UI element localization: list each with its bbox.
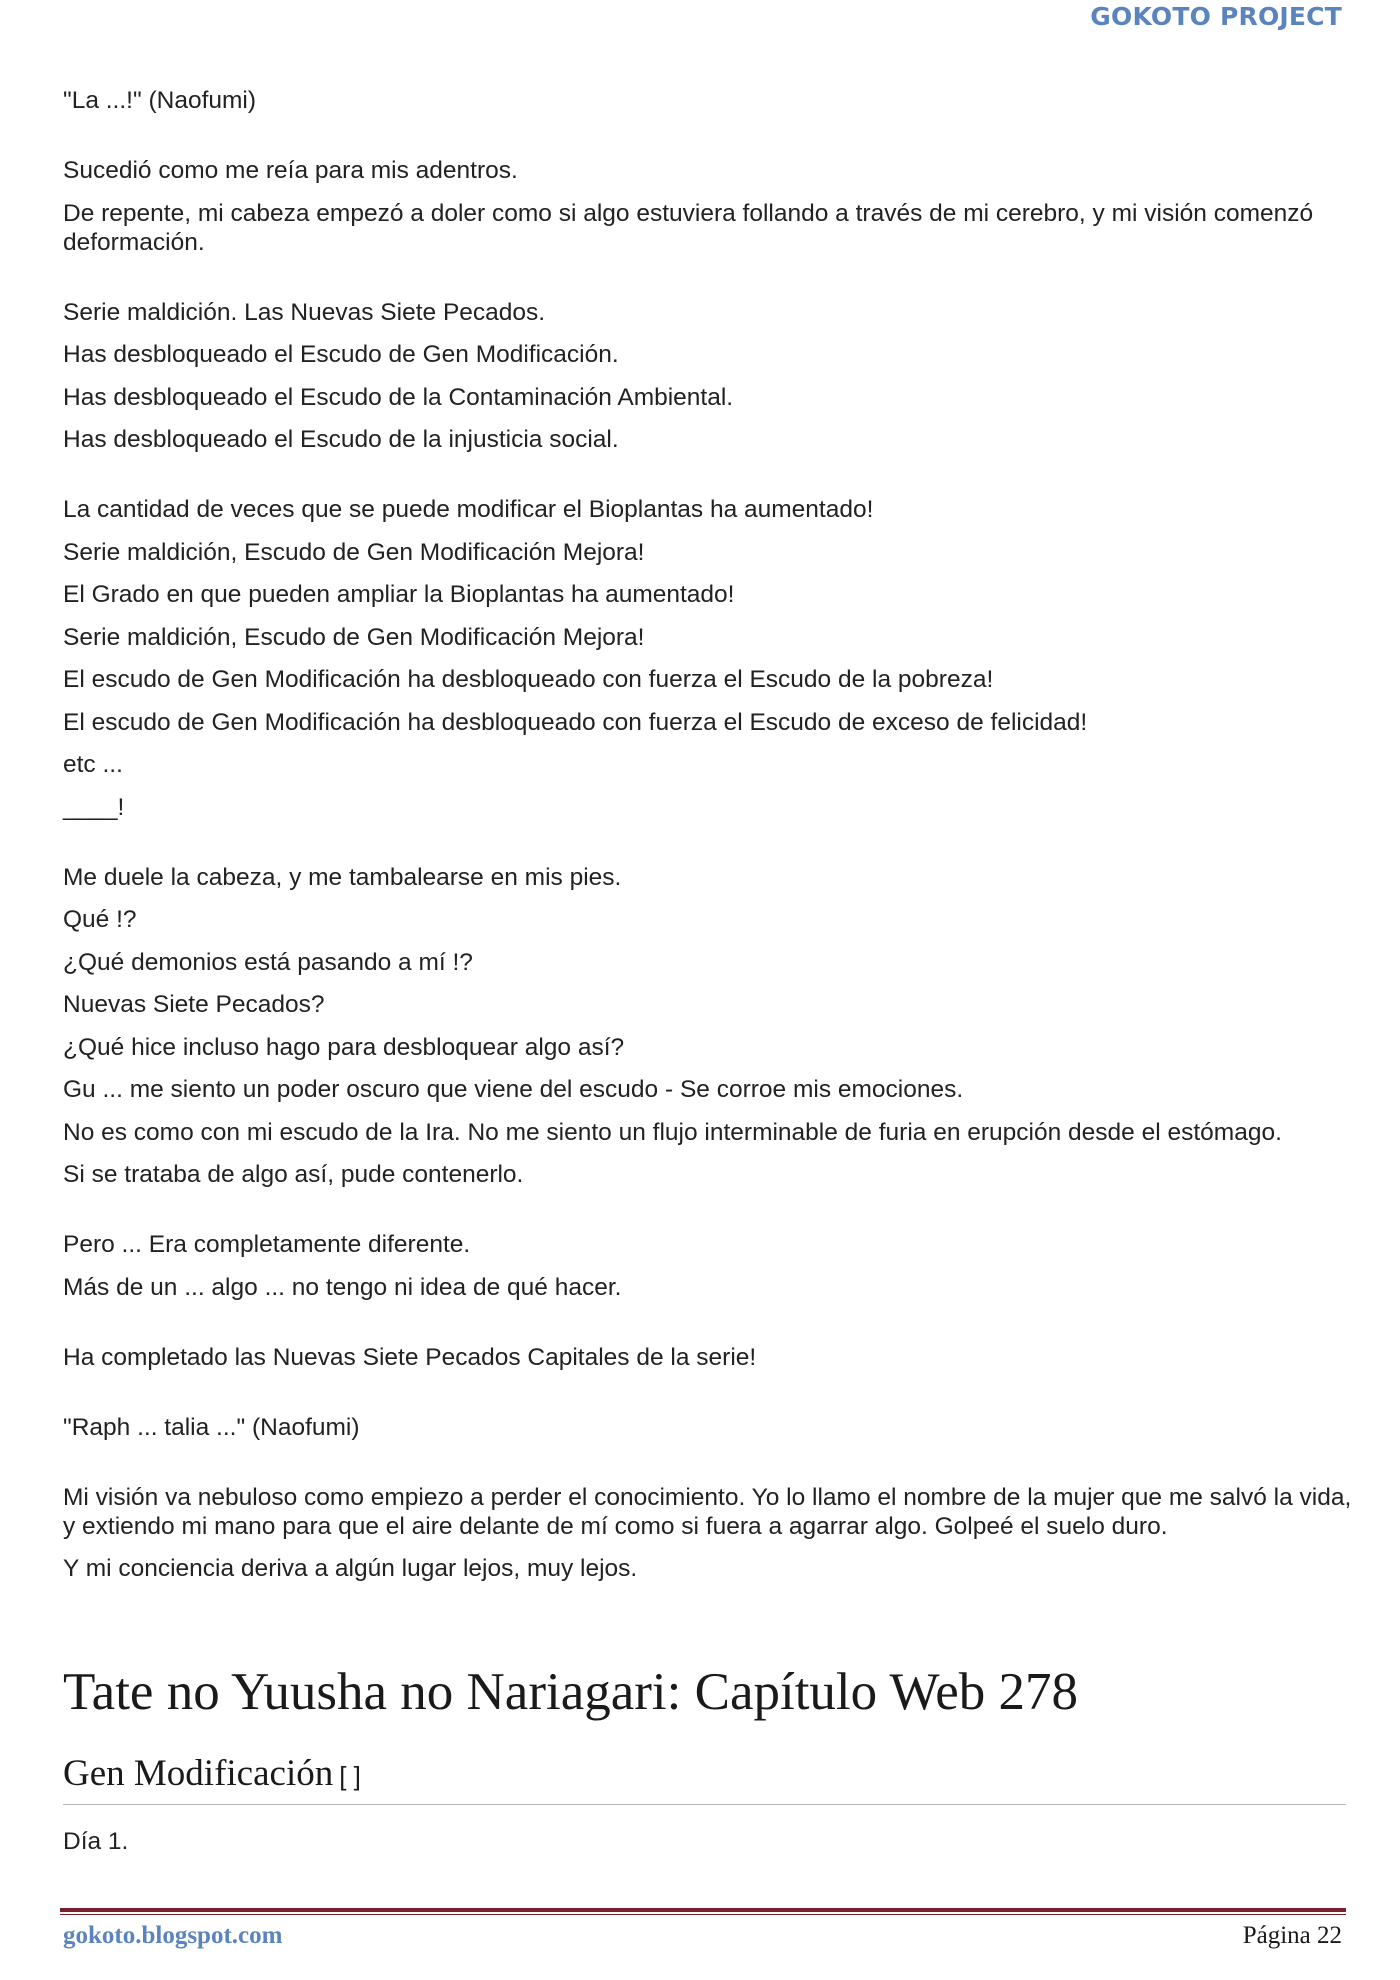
paragraph: Has desbloqueado el Escudo de la Contaminación Ambiental. bbox=[63, 383, 734, 411]
paragraph: Sucedió como me reía para mis adentros. bbox=[63, 157, 518, 184]
footer-page-number: Página 22 bbox=[1242, 1922, 1342, 1949]
chapter-subtitle-text: Gen Modificación bbox=[63, 1753, 334, 1794]
footer-divider-thin bbox=[60, 1914, 1346, 1915]
paragraph: La cantidad de veces que se puede modificar el Bioplantas ha aumentado! bbox=[63, 496, 874, 523]
paragraph: Has desbloqueado el Escudo de Gen Modificación. bbox=[63, 341, 619, 368]
paragraph: No es como con mi escudo de la Ira. No me siento un flujo interminable de furia en erupción desde el estómago. bbox=[63, 1118, 1282, 1146]
chapter-first-line: Día 1. bbox=[63, 1828, 129, 1855]
chapter-title: Tate no Yuusha no Nariagari: Capítulo Web 278 bbox=[63, 1663, 1078, 1721]
paragraph: Si se trataba de algo así, pude contenerlo. bbox=[63, 1161, 524, 1188]
paragraph: "La ...!" (Naofumi) bbox=[63, 87, 257, 114]
paragraph: El escudo de Gen Modificación ha desbloqueado con fuerza el Escudo de la pobreza! bbox=[63, 666, 994, 693]
paragraph: Serie maldición. Las Nuevas Siete Pecados. bbox=[63, 298, 546, 326]
paragraph: El escudo de Gen Modificación ha desbloqueado con fuerza el Escudo de exceso de felicidad! bbox=[63, 708, 1088, 736]
paragraph: Qué !? bbox=[63, 906, 137, 933]
paragraph: Ha completado las Nuevas Siete Pecados Capitales de la serie! bbox=[63, 1343, 757, 1371]
paragraph: Me duele la cabeza, y me tambalearse en mis pies. bbox=[63, 863, 622, 891]
paragraph: etc ... bbox=[63, 751, 123, 778]
paragraph: Serie maldición, Escudo de Gen Modificación Mejora! bbox=[63, 538, 645, 566]
paragraph: De repente, mi cabeza empezó a doler como si algo estuviera follando a través de mi cerebro, y mi visión comenzó deformación. bbox=[63, 199, 1314, 256]
paragraph: Y mi conciencia deriva a algún lugar lejos, muy lejos. bbox=[63, 1555, 638, 1582]
paragraph: ____! bbox=[63, 793, 125, 821]
subtitle-divider bbox=[63, 1804, 1346, 1805]
body-text bbox=[63, 86, 1353, 1597]
paragraph: Has desbloqueado el Escudo de la injusticia social. bbox=[63, 426, 619, 453]
paragraph: ¿Qué hice incluso hago para desbloquear algo así? bbox=[63, 1033, 625, 1061]
paragraph: Más de un ... algo ... no tengo ni idea de qué hacer. bbox=[63, 1273, 622, 1301]
paragraph: Mi visión va nebuloso como empiezo a perder el conocimiento. Yo lo llamo el nombre de la mujer que me salvó la vida, y extiendo mi mano para que el aire delante de mí como si fuera a agarrar algo. Golpeé el suelo duro. bbox=[63, 1483, 1352, 1540]
paragraph: Gu ... me siento un poder oscuro que viene del escudo - Se corroe mis emociones. bbox=[63, 1076, 964, 1103]
chapter-subtitle-bracket: [ ] bbox=[339, 1761, 361, 1791]
paragraph: ¿Qué demonios está pasando a mí !? bbox=[63, 948, 473, 976]
footer-divider-thick bbox=[60, 1908, 1346, 1912]
paragraph: Pero ... Era completamente diferente. bbox=[63, 1231, 471, 1258]
paragraph: Nuevas Siete Pecados? bbox=[63, 991, 325, 1018]
paragraph: El Grado en que pueden ampliar la Bioplantas ha aumentado! bbox=[63, 581, 735, 608]
paragraph: Serie maldición, Escudo de Gen Modificación Mejora! bbox=[63, 623, 645, 651]
paragraph: "Raph ... talia ..." (Naofumi) bbox=[63, 1413, 360, 1441]
header-brand: GOKOTO PROJECT bbox=[1090, 2, 1342, 31]
chapter-subtitle bbox=[63, 1752, 361, 1795]
footer-site-link[interactable]: gokoto.blogspot.com bbox=[63, 1922, 283, 1949]
